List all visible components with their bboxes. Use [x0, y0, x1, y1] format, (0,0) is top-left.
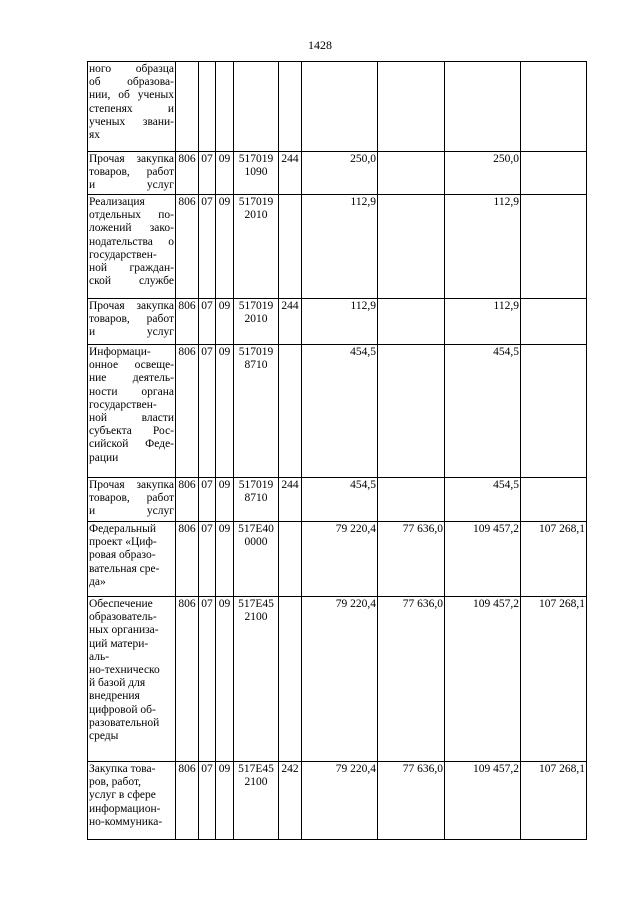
subsection-code: 09 — [216, 345, 234, 478]
target-article-part-1: 517019 — [238, 196, 274, 208]
amount-2: 77 636,0 — [378, 762, 445, 840]
target-article-part-2: 2010 — [244, 209, 268, 222]
amount-4 — [521, 195, 587, 299]
amount-2 — [378, 62, 445, 152]
amount-1: 112,9 — [302, 299, 378, 345]
expense-type-code — [279, 522, 302, 597]
amount-1: 79 220,4 — [302, 597, 378, 762]
section-code: 07 — [199, 152, 216, 195]
section-code — [199, 62, 216, 152]
amount-4: 107 268,1 — [521, 522, 587, 597]
subsection-code: 09 — [216, 195, 234, 299]
target-article-part-1: 517019 — [238, 153, 274, 165]
amount-2: 77 636,0 — [378, 597, 445, 762]
amount-2 — [378, 345, 445, 478]
target-article-part-2: 2010 — [244, 313, 268, 326]
target-article-part-1: 517019 — [238, 300, 274, 312]
amount-2 — [378, 195, 445, 299]
expense-type-code — [279, 195, 302, 299]
section-code: 07 — [199, 299, 216, 345]
subsection-code: 09 — [216, 152, 234, 195]
amount-1: 79 220,4 — [302, 762, 378, 840]
ministry-code: 806 — [176, 345, 199, 478]
target-article-part-1: 517E40 — [238, 523, 274, 535]
amount-4 — [521, 299, 587, 345]
ministry-code — [176, 62, 199, 152]
target-article-code — [234, 345, 279, 478]
amount-3: 109 457,2 — [445, 522, 521, 597]
amount-3: 454,5 — [445, 478, 521, 522]
section-code: 07 — [199, 195, 216, 299]
table-row — [88, 299, 587, 345]
section-code: 07 — [199, 597, 216, 762]
target-article-part-2: 1090 — [244, 166, 268, 179]
target-article-code — [234, 195, 279, 299]
target-article-code — [234, 762, 279, 840]
subsection-code: 09 — [216, 522, 234, 597]
expense-type-code — [279, 62, 302, 152]
expense-type-code: 244 — [279, 152, 302, 195]
row-name: Реализация отдельных по- ложений зако- нодательства о государствен- ной граждан- ской службе — [88, 195, 176, 299]
amount-4 — [521, 345, 587, 478]
ministry-code: 806 — [176, 299, 199, 345]
target-article-part-2: 8710 — [244, 492, 268, 505]
amount-4 — [521, 478, 587, 522]
ministry-code: 806 — [176, 195, 199, 299]
table-row — [88, 762, 587, 840]
target-article-code — [234, 299, 279, 345]
page-number: 1428 — [308, 38, 332, 52]
table-row — [88, 345, 587, 478]
target-article-part-2: 0000 — [244, 536, 268, 549]
amount-4: 107 268,1 — [521, 762, 587, 840]
target-article-part-1: 517019 — [238, 479, 274, 491]
target-article-part-1: 517E45 — [238, 598, 274, 610]
amount-2 — [378, 299, 445, 345]
expense-type-code: 244 — [279, 299, 302, 345]
row-name: Закупка това- ров, работ, услуг в сфере информацион- но-коммуника- — [88, 762, 176, 840]
amount-2 — [378, 152, 445, 195]
section-code: 07 — [199, 522, 216, 597]
amount-1: 454,5 — [302, 345, 378, 478]
amount-3: 112,9 — [445, 195, 521, 299]
amount-1: 79 220,4 — [302, 522, 378, 597]
amount-1: 250,0 — [302, 152, 378, 195]
amount-1 — [302, 62, 378, 152]
expense-type-code: 244 — [279, 478, 302, 522]
budget-table — [87, 61, 587, 840]
amount-3: 250,0 — [445, 152, 521, 195]
ministry-code: 806 — [176, 597, 199, 762]
row-name: Прочая закупка товаров, работ и услуг — [88, 299, 176, 345]
target-article-part-1: 517019 — [238, 346, 274, 358]
amount-3: 112,9 — [445, 299, 521, 345]
table-row — [88, 62, 587, 152]
row-name: Федеральный проект «Циф- ровая образо- вательная сре- да» — [88, 522, 176, 597]
row-name: ного образца об образова- нии, об ученых степенях и ученых звани- ях — [88, 62, 176, 152]
target-article-part-1: 517E45 — [238, 763, 274, 775]
row-name: Информаци- онное освеще- ние деятель- ности органа государствен- ной власти субъекта Рос- сийской Феде- рации — [88, 345, 176, 478]
ministry-code: 806 — [176, 762, 199, 840]
amount-3: 454,5 — [445, 345, 521, 478]
amount-3: 109 457,2 — [445, 762, 521, 840]
table-row — [88, 195, 587, 299]
amount-3: 109 457,2 — [445, 597, 521, 762]
table-row — [88, 152, 587, 195]
subsection-code: 09 — [216, 762, 234, 840]
row-name: Обеспечение образователь- ных организа- ций матери- аль- но-техническо й базой для внедрения цифровой об- разовательной среды — [88, 597, 176, 762]
section-code: 07 — [199, 478, 216, 522]
section-code: 07 — [199, 762, 216, 840]
subsection-code — [216, 62, 234, 152]
expense-type-code: 242 — [279, 762, 302, 840]
amount-4 — [521, 152, 587, 195]
section-code: 07 — [199, 345, 216, 478]
amount-3 — [445, 62, 521, 152]
table-row — [88, 597, 587, 762]
target-article-code — [234, 597, 279, 762]
target-article-part-2: 8710 — [244, 359, 268, 372]
target-article-code — [234, 478, 279, 522]
amount-4: 107 268,1 — [521, 597, 587, 762]
subsection-code: 09 — [216, 597, 234, 762]
subsection-code: 09 — [216, 478, 234, 522]
target-article-part-2: 2100 — [244, 611, 268, 624]
amount-2: 77 636,0 — [378, 522, 445, 597]
row-name: Прочая закупка товаров, работ и услуг — [88, 152, 176, 195]
expense-type-code — [279, 345, 302, 478]
table-row — [88, 478, 587, 522]
target-article-code — [234, 152, 279, 195]
ministry-code: 806 — [176, 522, 199, 597]
target-article-code — [234, 62, 279, 152]
subsection-code: 09 — [216, 299, 234, 345]
amount-2 — [378, 478, 445, 522]
amount-4 — [521, 62, 587, 152]
ministry-code: 806 — [176, 152, 199, 195]
amount-1: 112,9 — [302, 195, 378, 299]
ministry-code: 806 — [176, 478, 199, 522]
row-name: Прочая закупка товаров, работ и услуг — [88, 478, 176, 522]
table-row — [88, 522, 587, 597]
expense-type-code — [279, 597, 302, 762]
target-article-part-2: 2100 — [244, 776, 268, 789]
target-article-code — [234, 522, 279, 597]
amount-1: 454,5 — [302, 478, 378, 522]
